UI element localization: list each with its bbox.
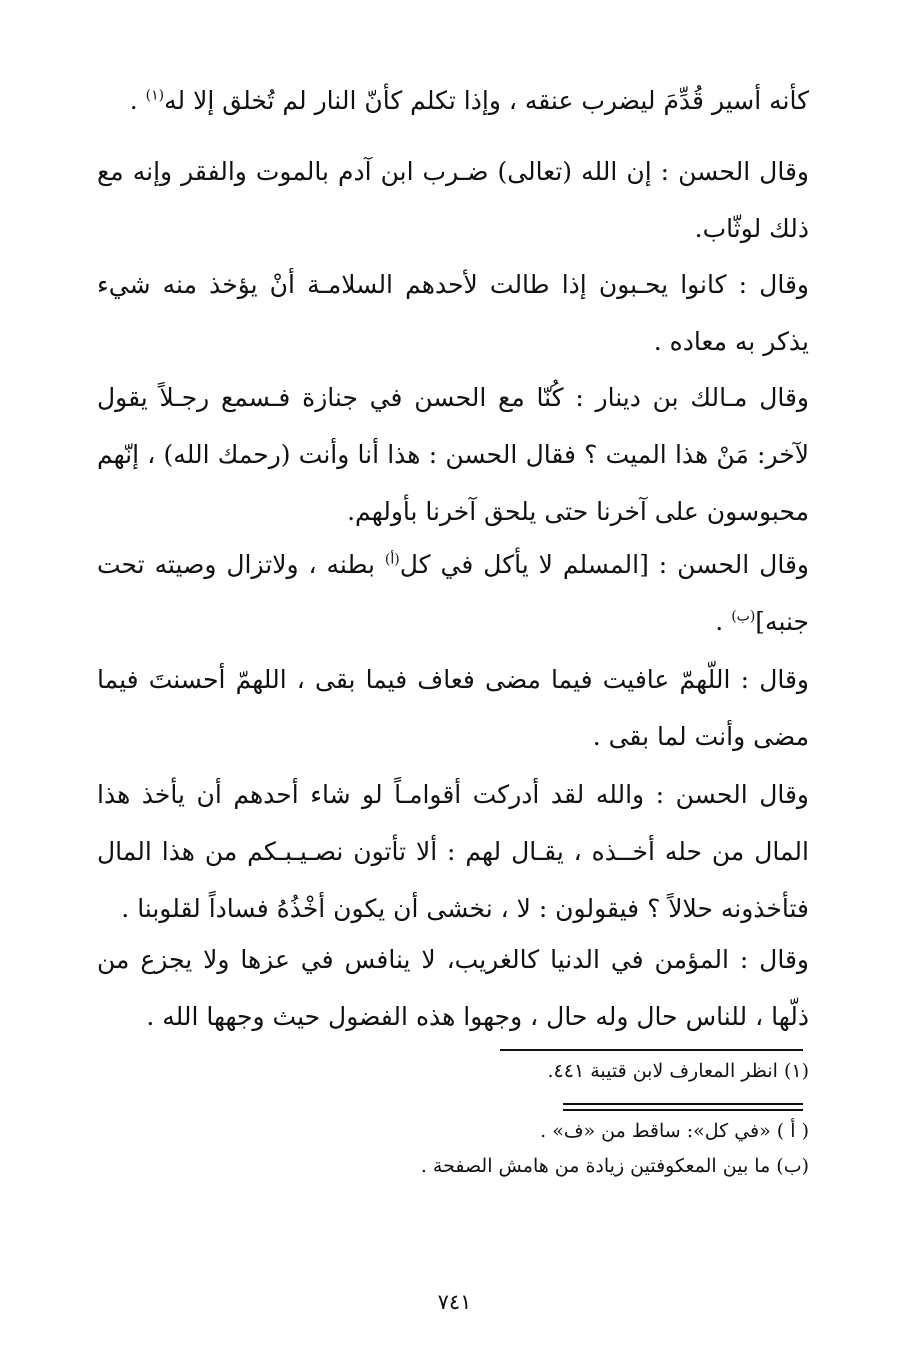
footnote (421, 1155, 809, 1177)
footnote-text: ( أ ) «في كل»: ساقط من «ف» . (540, 1120, 809, 1142)
text-line: يذكر به معاده . (653, 327, 809, 356)
footnote-double-separator (563, 1103, 803, 1111)
text-line: كأنه أسير قُدِّمَ ليضرب عنقه ، وإذا تكلم كأنّ النار لم تُخلق إلا له$^{(١)}$ . (129, 86, 809, 115)
text-line: المال من حله أخــذه ، يقـال لهم : ألا تأتون نصـيـبـكم من هذا المال (97, 837, 809, 866)
text-line: ذلّها ، للناس حال وله حال ، وجهوا هذه الفضول حيث وجهها الله . (146, 1002, 809, 1031)
footnote-marker: (أ) (384, 551, 400, 568)
paragraph (97, 766, 809, 937)
paragraph (97, 72, 809, 129)
page-number: ٧٤١ (437, 1290, 472, 1314)
text-line: وقال الحسن : [المسلم لا يأكل في كل$^{(أ)}$ بطنه ، ولاتزال وصيته تحت (97, 550, 809, 579)
text-line: وقال الحسن : إن الله (تعالى) ضـرب ابن آدم بالموت والفقر وإنه مع (97, 157, 809, 186)
footnote-marker: (ب) (731, 608, 756, 625)
text-line: وقال الحسن : والله لقد أدركت أقوامـاً لو شاء أحدهم أن يأخذ هذا (97, 780, 809, 809)
footnote (540, 1120, 809, 1142)
text-line: فتأخذونه حلالاً ؟ فيقولون : لا ، نخشى أن يكون أخْذُهُ فساداً لقلوبنا . (121, 894, 809, 923)
text-line: لآخر: مَنْ هذا الميت ؟ فقال الحسن : هذا أنا وأنت (رحمك الله) ، إنّهم (97, 440, 809, 469)
footnote-text: (١) انظر المعارف لابن قتيبة ٤٤١. (547, 1060, 809, 1082)
text-line: محبوسون على آخرنا حتى يلحق آخرنا بأولهم. (347, 497, 809, 526)
footnote-marker: (١) (145, 87, 165, 104)
paragraph (97, 369, 809, 540)
text-line: وقال : كانوا يحـبون إذا طالت لأحدهم السلامـة أنْ يؤخذ منه شيء (97, 270, 809, 299)
text-line: وقال : اللّهمّ عافيت فيما مضى فعاف فيما بقى ، اللهمّ أحسنتَ فيما (97, 665, 809, 694)
paragraph (97, 651, 809, 765)
footnote-text: (ب) ما بين المعكوفتين زيادة من هامش الصفحة . (420, 1155, 809, 1177)
text-line: وقال : المؤمن في الدنيا كالغريب، لا ينافس في عزها ولا يجزع من (97, 945, 809, 974)
paragraph (97, 536, 809, 650)
paragraph (97, 143, 809, 257)
paragraph (97, 256, 809, 370)
text-line: مضى وأنت لما بقى . (592, 722, 809, 751)
text-line: جنبه]$^{(ب)}$ . (715, 607, 809, 636)
text-line: وقال مـالك بن دينار : كُنّا مع الحسن في جنازة فـسمع رجـلاً يقول (97, 383, 809, 412)
footnote (548, 1060, 810, 1082)
paragraph (97, 931, 809, 1045)
footnote-separator (500, 1049, 803, 1051)
text-line: ذلك لوثّاب. (694, 214, 809, 243)
